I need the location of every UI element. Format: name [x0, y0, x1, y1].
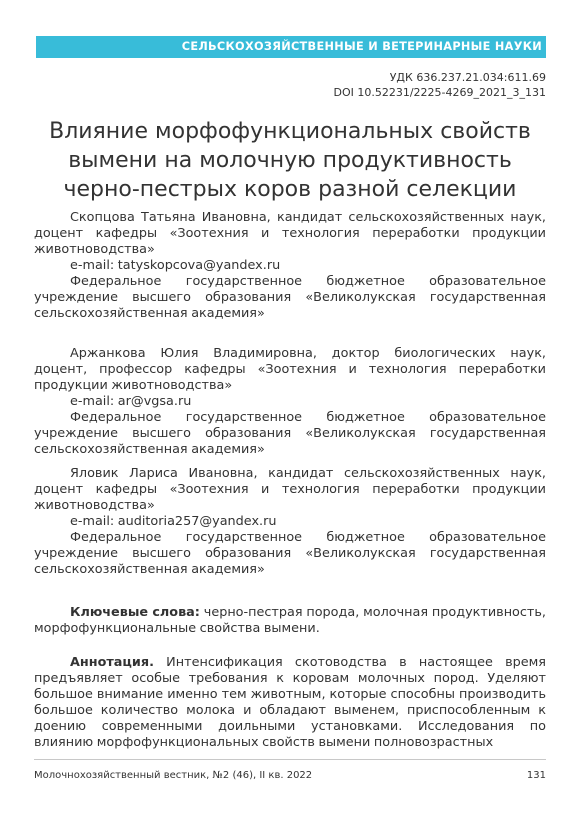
keywords-block [34, 605, 546, 637]
author-block [34, 210, 546, 322]
author-bio: Аржанкова Юлия Владимировна, доктор биологических наук, доцент, профессор кафедры «Зоотехния и технология переработки продукции животноводства» [34, 346, 546, 393]
author-affiliation: Федеральное государственное бюджетное образовательное учреждение высшего образования «Великолукская государственная сельскохозяйственная академия» [34, 530, 546, 577]
abstract-text: Интенсификация скотоводства в настоящее время предъявляет особые требования к коровам молочных пород. Уделяют большое внимание именно тем животным, которые способны производить большое количество молока и обладают выменем, приспособленным к доению современными доильными установками. Исследования по влиянию морфофункциональных свойств вымени полновозрастных [34, 655, 546, 750]
udk-code: УДК 636.237.21.034:611.69 [389, 71, 546, 84]
abstract-block [34, 655, 546, 751]
author-email[interactable]: e-mail: ar@vgsa.ru [70, 394, 192, 409]
abstract-paragraph [34, 655, 546, 751]
doi: DOI 10.52231/2225-4269_2021_3_131 [333, 86, 546, 99]
author-block [34, 466, 546, 578]
author-block [34, 346, 546, 458]
abstract-label: Аннотация. [70, 655, 154, 670]
author-email[interactable]: e-mail: auditoria257@yandex.ru [70, 514, 277, 529]
title-line: вымени на молочную продуктивность [68, 148, 512, 173]
page-number: 131 [526, 770, 546, 781]
title-line: Влияние морфофункциональных свойств [49, 119, 531, 144]
title-line: черно-пестрых коров разной селекции [63, 177, 517, 202]
article-title [20, 117, 560, 204]
author-bio: Яловик Лариса Ивановна, кандидат сельскохозяйственных наук, доцент кафедры «Зоотехния и технология переработки продукции животноводства» [34, 466, 546, 513]
author-bio: Скопцова Татьяна Ивановна, кандидат сельскохозяйственных наук, доцент кафедры «Зоотехния и технология переработки продукции животноводства» [34, 210, 546, 257]
footer-divider [34, 759, 546, 760]
author-affiliation: Федеральное государственное бюджетное образовательное учреждение высшего образования «Великолукская государственная сельскохозяйственная академия» [34, 274, 546, 321]
keywords-paragraph [34, 605, 546, 637]
article-identifiers [333, 70, 546, 100]
section-title: СЕЛЬСКОХОЗЯЙСТВЕННЫЕ И ВЕТЕРИНАРНЫЕ НАУКИ [181, 40, 542, 53]
author-affiliation: Федеральное государственное бюджетное образовательное учреждение высшего образования «Великолукская государственная сельскохозяйственная академия» [34, 410, 546, 457]
keywords-label: Ключевые слова: [70, 605, 200, 620]
author-email[interactable]: e-mail: tatyskopcova@yandex.ru [70, 258, 281, 273]
journal-citation: Молочнохозяйственный вестник, №2 (46), II кв. 2022 [34, 770, 313, 781]
section-header-bar [36, 36, 546, 58]
keywords-text: черно-пестрая порода, молочная продуктивность, морфофункциональные свойства вымени. [34, 605, 546, 636]
